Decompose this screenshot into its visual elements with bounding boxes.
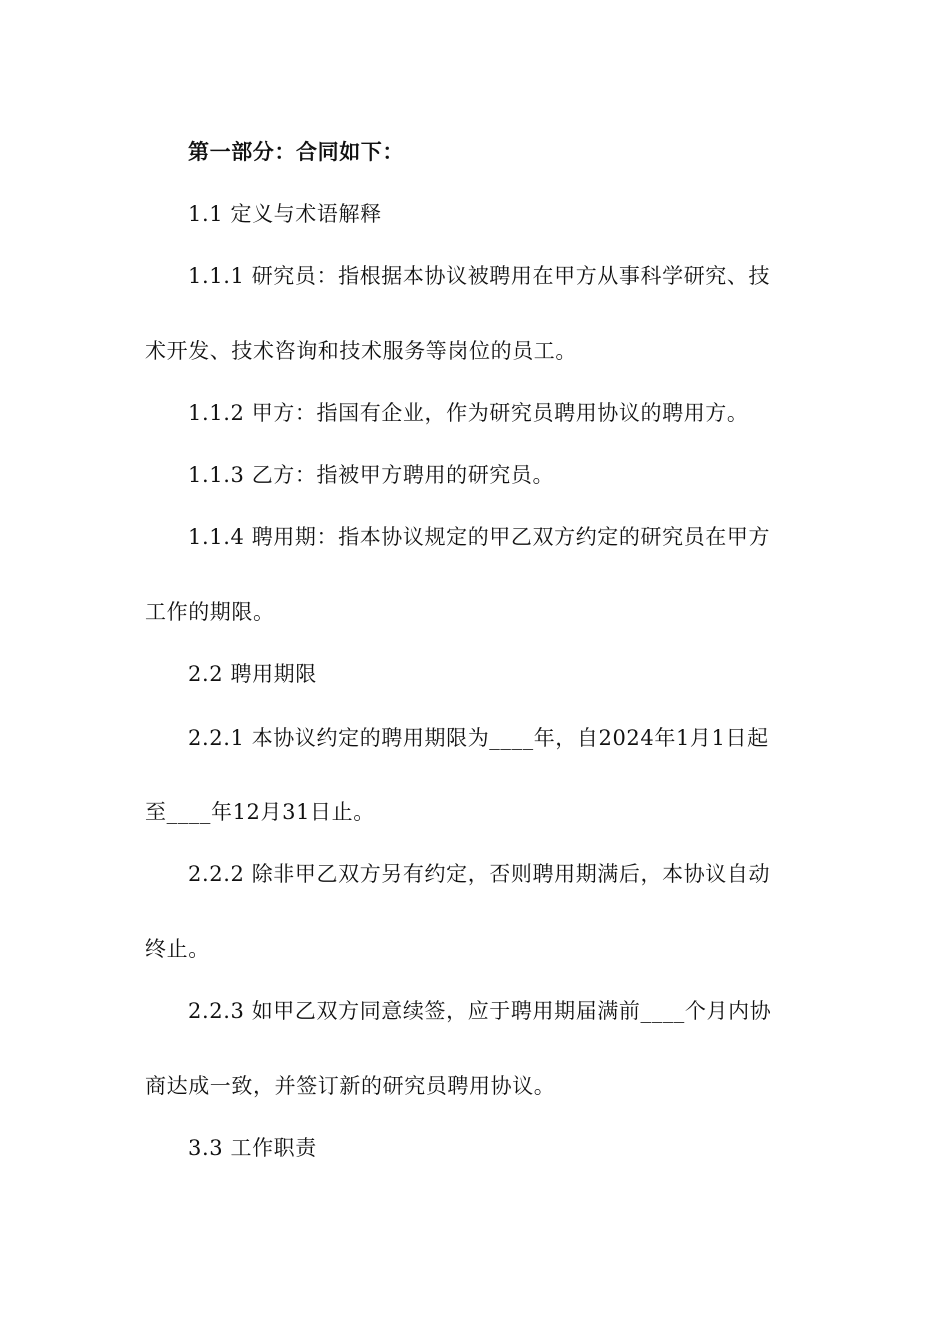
section-heading-3-3: 3.3 工作职责: [188, 1136, 317, 1160]
clause-1-1-3: 1.1.3 乙方：指被甲方聘用的研究员。: [188, 463, 555, 487]
clause-1-1-1-line-1: 1.1.1 研究员：指根据本协议被聘用在甲方从事科学研究、技: [188, 264, 771, 288]
section-heading-1-1: 1.1 定义与术语解释: [188, 202, 382, 226]
section-heading-2-2: 2.2 聘用期限: [188, 662, 317, 686]
clause-1-1-4-line-1: 1.1.4 聘用期：指本协议规定的甲乙双方约定的研究员在甲方: [188, 525, 771, 549]
clause-2-2-3-line-2: 商达成一致，并签订新的研究员聘用协议。: [145, 1074, 556, 1098]
clause-2-2-1-line-2: 至____年12月31日止。: [145, 800, 375, 824]
clause-2-2-3-line-1: 2.2.3 如甲乙双方同意续签，应于聘用期届满前____个月内协: [188, 999, 772, 1023]
part-title: 第一部分：合同如下：: [188, 139, 404, 164]
clause-2-2-1-line-1: 2.2.1 本协议约定的聘用期限为____年，自2024年1月1日起: [188, 726, 769, 750]
clause-1-1-2: 1.1.2 甲方：指国有企业，作为研究员聘用协议的聘用方。: [188, 401, 749, 425]
clause-1-1-1-line-2: 术开发、技术咨询和技术服务等岗位的员工。: [145, 339, 577, 363]
clause-1-1-4-line-2: 工作的期限。: [145, 600, 275, 624]
clause-2-2-2-line-2: 终止。: [145, 937, 210, 961]
clause-2-2-2-line-1: 2.2.2 除非甲乙双方另有约定，否则聘用期满后，本协议自动: [188, 862, 771, 886]
